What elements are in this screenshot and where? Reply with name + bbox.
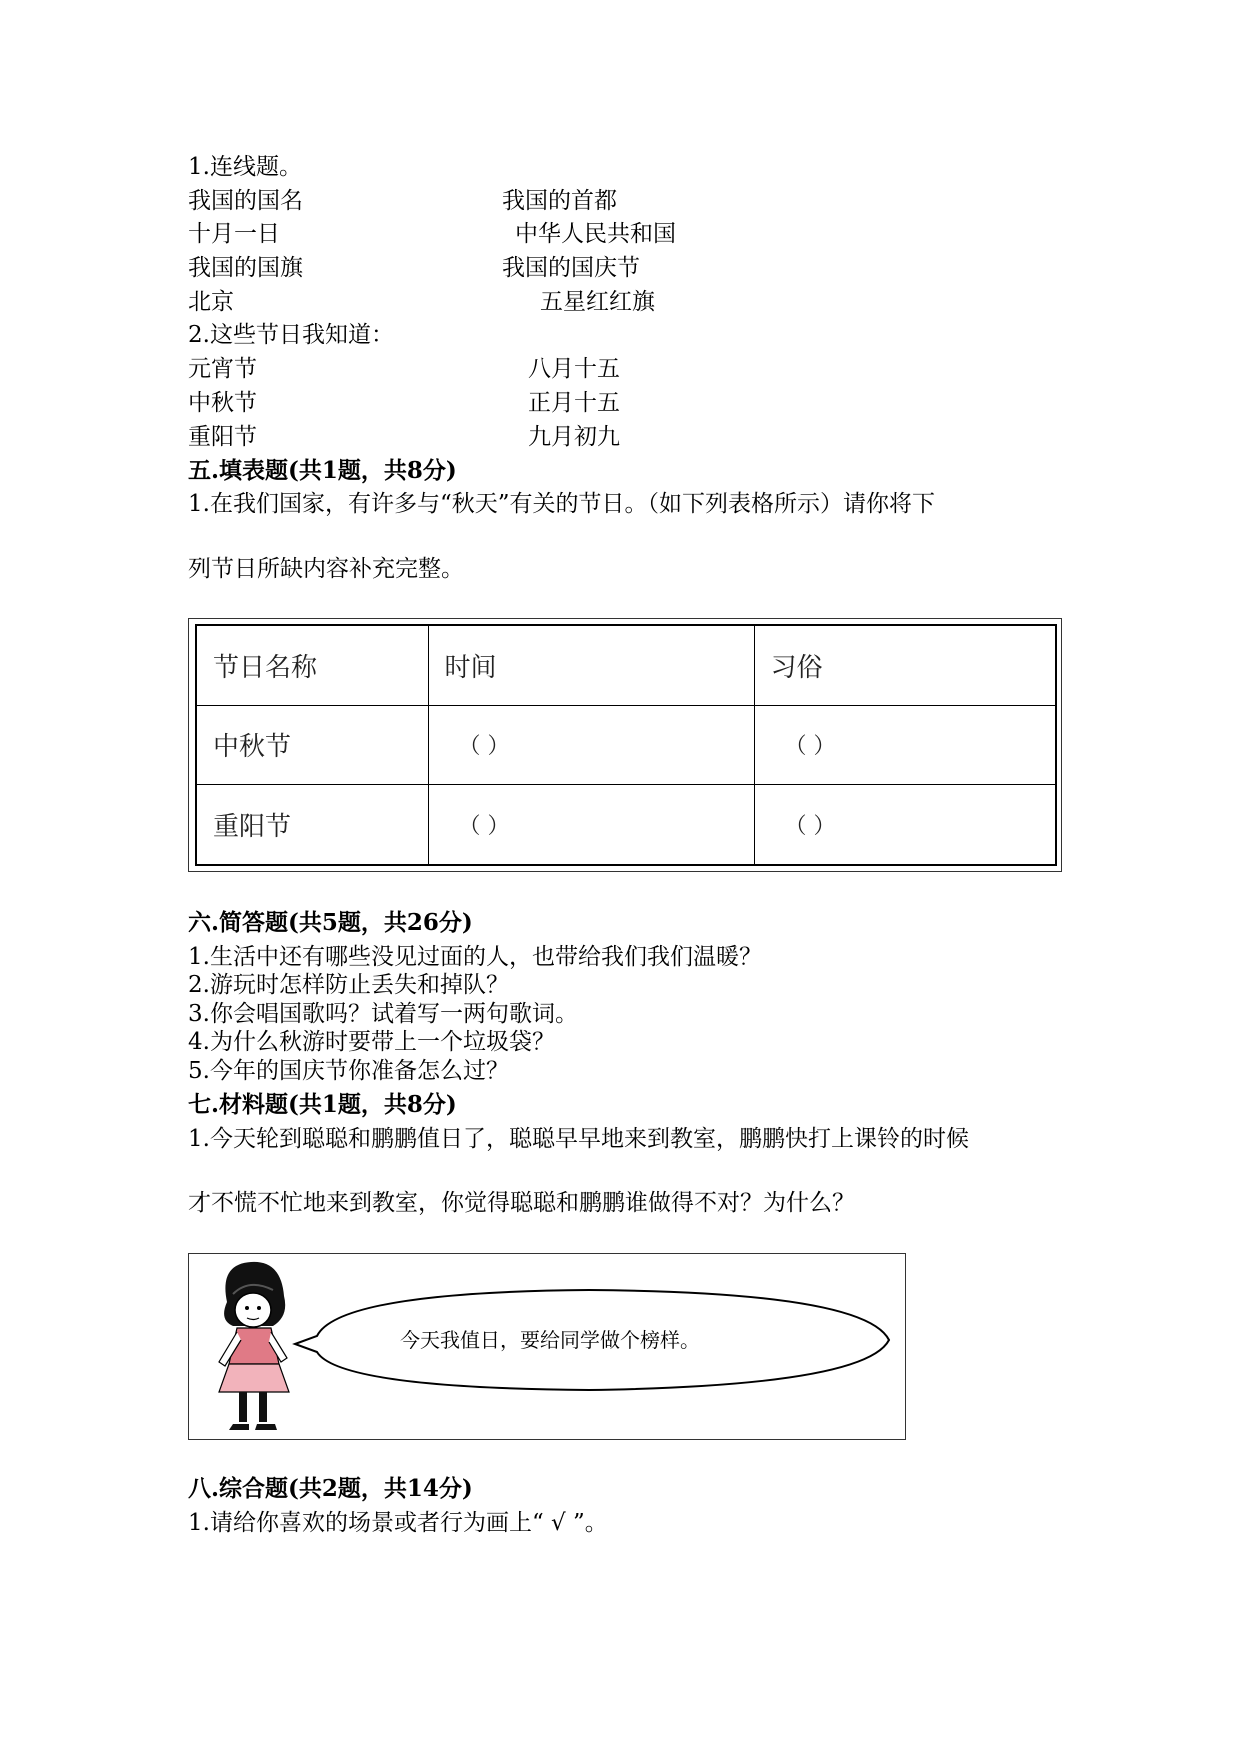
matching-q1-right-2: 中华人民共和国 [515,221,676,247]
table-header-time: 时间 [428,625,754,705]
section6-heading: 六.简答题(共5题，共26分) [188,909,473,936]
table-row [196,705,1056,785]
section5-heading: 五.填表题(共1题，共8分) [188,457,457,484]
section8-heading: 八.综合题(共2题，共14分) [188,1475,473,1502]
table-cell-name: 重阳节 [196,785,428,865]
table-header-custom: 习俗 [754,625,1056,705]
matching-q2-right-1: 八月十五 [528,356,620,382]
festival-table [195,624,1057,866]
matching-q2-left-1: 元宵节 [188,356,257,382]
section7-q1-line1: 1.今天轮到聪聪和鹏鹏值日了，聪聪早早地来到教室，鹏鹏快打上课铃的时候 [188,1126,969,1152]
matching-q1-right-4: 五星红红旗 [540,289,655,315]
section6-question-3: 3.你会唱国歌吗？试着写一两句歌词。 [188,1001,578,1027]
matching-q1-left-3: 我国的国旗 [188,255,303,281]
matching-q1-right-1: 我国的首都 [502,188,617,214]
section6-question-1: 1.生活中还有哪些没见过面的人，也带给我们我们温暖？ [188,944,762,970]
section7-q1-line2: 才不慌不忙地来到教室，你觉得聪聪和鹏鹏谁做得不对？为什么？ [188,1190,855,1216]
matching-q2-right-3: 九月初九 [528,424,620,450]
matching-q1-title: 1.连线题。 [188,154,302,180]
section6-question-4: 4.为什么秋游时要带上一个垃圾袋？ [188,1029,555,1055]
section8-q1: 1.请给你喜欢的场景或者行为画上“ √ ”。 [188,1510,608,1536]
table-header-name: 节日名称 [196,625,428,705]
table-cell-name: 中秋节 [196,705,428,785]
matching-q1-left-4: 北京 [188,289,234,315]
matching-q2-left-2: 中秋节 [188,390,257,416]
table-cell-custom-blank[interactable]: （ ） [754,785,1056,865]
section5-q1-line2: 列节日所缺内容补充完整。 [188,556,464,582]
matching-q2-title: 2.这些节日我知道： [188,322,394,348]
section5-q1-line1: 1.在我们国家，有许多与“秋天”有关的节日。（如下列表格所示）请你将下 [188,491,935,517]
table-cell-time-blank[interactable]: （ ） [428,785,754,865]
matching-q1-left-1: 我国的国名 [188,188,303,214]
matching-q1-right-3: 我国的国庆节 [502,255,640,281]
section7-heading: 七.材料题(共1题，共8分) [188,1091,457,1118]
matching-q2-right-2: 正月十五 [528,390,620,416]
table-row [196,785,1056,865]
section6-question-5: 5.今年的国庆节你准备怎么过？ [188,1058,509,1084]
matching-q1-left-2: 十月一日 [188,221,280,247]
table-cell-time-blank[interactable]: （ ） [428,705,754,785]
table-cell-custom-blank[interactable]: （ ） [754,705,1056,785]
section6-question-2: 2.游玩时怎样防止丢失和掉队？ [188,972,509,998]
speech-bubble-text: 今天我值日，要给同学做个榜样。 [400,1328,700,1352]
table-header-row [196,625,1056,705]
matching-q2-left-3: 重阳节 [188,424,257,450]
